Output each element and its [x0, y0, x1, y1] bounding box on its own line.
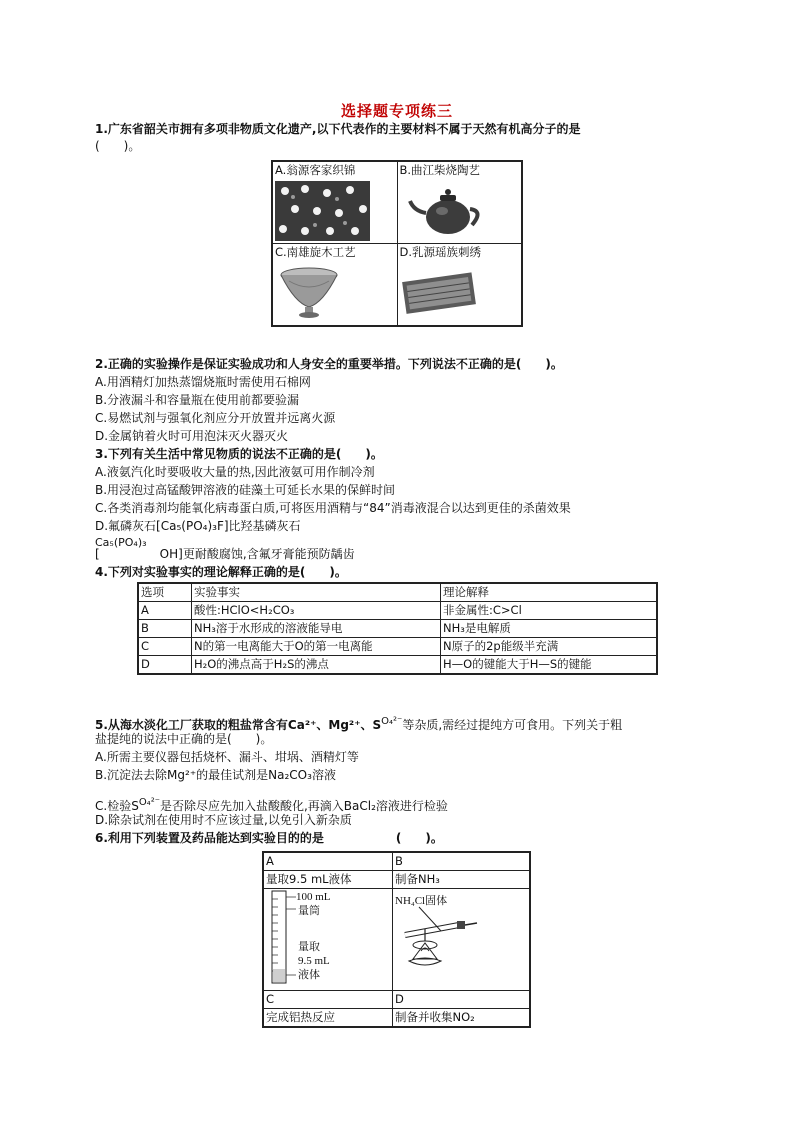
table-row [263, 991, 530, 1009]
q6-cell-b-label: B [393, 852, 531, 871]
q5-option-b: B.沉淀法去除Mg²⁺的最佳试剂是Na₂CO₃溶液 [95, 768, 336, 782]
table-row [263, 852, 530, 871]
embroidery-image [400, 263, 495, 323]
q4-table [137, 582, 658, 675]
table-cell: H₂O的沸点高于H₂S的沸点 [192, 656, 441, 675]
q6-table [262, 851, 531, 1028]
table-header-cell: 实验事实 [192, 583, 441, 602]
cylinder-label-volume: 100 mL [296, 891, 331, 903]
q6-stem-text: 6.利用下列装置及药品能达到实验目的的是 ( )。 [95, 831, 443, 845]
table-cell: C [138, 638, 192, 656]
q1-option-d [397, 244, 522, 327]
table-cell: 酸性:HClO<H₂CO₃ [192, 602, 441, 620]
table-row [138, 602, 657, 620]
table-cell: NH₃是电解质 [441, 620, 658, 638]
table-cell: A [138, 602, 192, 620]
sulfate-ion: O₄²⁻ [381, 716, 403, 727]
q2-option-d: D.金属钠着火时可用泡沫灭火器灭火 [95, 429, 289, 443]
table-header-cell: 选项 [138, 583, 192, 602]
q2-option-b: B.分液漏斗和容量瓶在使用前都要验漏 [95, 393, 300, 407]
table-cell: 非金属性:C>Cl [441, 602, 658, 620]
flower-fabric-image [275, 181, 370, 241]
table-header-cell: 理论解释 [441, 583, 658, 602]
q6-cell-b-figure [393, 889, 531, 991]
q1-stem-line2: ( )。 [95, 139, 141, 153]
table-cell: H—O的键能大于H—S的键能 [441, 656, 658, 675]
q6-cell-d-label: D [393, 991, 531, 1009]
q1-option-a-label: A.翁源客家织锦 [275, 163, 356, 177]
table-row [138, 656, 657, 675]
q3-option-d: D.氟磷灰石[Ca₅(PO₄)₃F]比羟基磷灰石 [95, 519, 301, 533]
table-row [263, 889, 530, 991]
table-row [263, 1009, 530, 1028]
table-row [138, 638, 657, 656]
teapot-image [400, 181, 495, 241]
cylinder-label-amount: 9.5 mL [298, 955, 330, 967]
sulfate-ion-c: O₄²⁻ [138, 797, 160, 808]
q1-stem-text: 1.广东省韶关市拥有多项非物质文化遗产,以下代表作的主要材料不属于天然有机高分子的是 [95, 122, 581, 136]
q2-option-c: C.易燃试剂与强氧化剂应分开放置并远离火源 [95, 411, 336, 425]
nh4cl-label: NH₄Cl固体 [395, 895, 448, 907]
q1-option-c-label: C.南雄旋木工艺 [275, 245, 356, 259]
q5-option-c-text: C.检验S [95, 799, 139, 813]
q3-option-b: B.用浸泡过高锰酸钾溶液的硅藻土可延长水果的保鲜时间 [95, 483, 396, 497]
wooden-bowl-image [275, 263, 370, 323]
q1-option-a [272, 161, 397, 244]
q5-stem-text-b: 等杂质,需经过提纯方可食用。下列关于粗 [402, 718, 623, 732]
q5-stem-text: 5.从海水淡化工厂获取的粗盐常含有Ca²⁺、Mg²⁺、S [95, 718, 382, 732]
cylinder-label-liquid: 液体 [298, 969, 320, 981]
q1-stem [95, 121, 695, 138]
table-cell: D [138, 656, 192, 675]
q5-option-d: D.除杂试剂在使用时不应该过量,以免引入新杂质 [95, 813, 352, 827]
q1-option-b-label: B.曲江柴烧陶艺 [399, 163, 481, 177]
cylinder-label-name: 量筒 [298, 905, 320, 917]
q5-option-c-text-b: 是否除尽应先加入盐酸酸化,再滴入BaCl₂溶液进行检验 [159, 799, 448, 813]
q6-cell-c-label: C [263, 991, 393, 1009]
page-title: 选择题专项练三 [340, 102, 453, 120]
q4-stem-text: 4.下列对实验事实的理论解释正确的是( )。 [95, 565, 347, 579]
q6-cell-c-desc: 完成铝热反应 [263, 1009, 393, 1028]
q1-option-c [272, 244, 397, 327]
q6-stem [95, 830, 695, 847]
q6-cell-a-desc: 量取9.5 mL液体 [263, 871, 393, 889]
q6-cell-d-desc: 制备并收集NO₂ [393, 1009, 531, 1028]
q1-option-b [397, 161, 522, 244]
q2-stem-text: 2.正确的实验操作是保证实验成功和人身安全的重要举措。下列说法不正确的是( )。 [95, 357, 563, 371]
table-cell: N的第一电离能大于O的第一电离能 [192, 638, 441, 656]
q5-stem-line2: 盐提纯的说法中正确的是( )。 [95, 732, 273, 746]
q1-options-table [271, 160, 523, 327]
table-header-row [138, 583, 657, 602]
table-cell: NH₃溶于水形成的溶液能导电 [192, 620, 441, 638]
q2-stem [95, 356, 695, 373]
table-row [138, 620, 657, 638]
q4-stem [95, 564, 695, 581]
q2-option-a: A.用酒精灯加热蒸馏烧瓶时需使用石棉网 [95, 375, 311, 389]
q3-option-a: A.液氨汽化时要吸收大量的热,因此液氨可用作制冷剂 [95, 465, 375, 479]
q6-cell-a-figure [263, 889, 393, 991]
q6-cell-b-desc: 制备NH₃ [393, 871, 531, 889]
q3-option-d-line2: [ OH]更耐酸腐蚀,含氟牙膏能预防龋齿 [95, 547, 355, 561]
q5-option-a: A.所需主要仪器包括烧杯、漏斗、坩埚、酒精灯等 [95, 750, 359, 764]
q3-stem [95, 446, 695, 463]
table-cell: N原子的2p能级半充满 [441, 638, 658, 656]
q6-cell-a-label: A [263, 852, 393, 871]
q3-stem-text: 3.下列有关生活中常见物质的说法不正确的是( )。 [95, 447, 383, 461]
cylinder-label-measure: 量取 [298, 941, 320, 953]
q3-option-c: C.各类消毒剂均能氧化病毒蛋白质,可将医用酒精与“84”消毒液混合以达到更佳的杀菌效果 [95, 501, 571, 515]
table-cell: B [138, 620, 192, 638]
q1-option-d-label: D.乳源瑶族刺绣 [399, 245, 482, 259]
table-row [263, 871, 530, 889]
q3-option-d-formula: Ca₅(PO₄)₃ [95, 536, 147, 549]
